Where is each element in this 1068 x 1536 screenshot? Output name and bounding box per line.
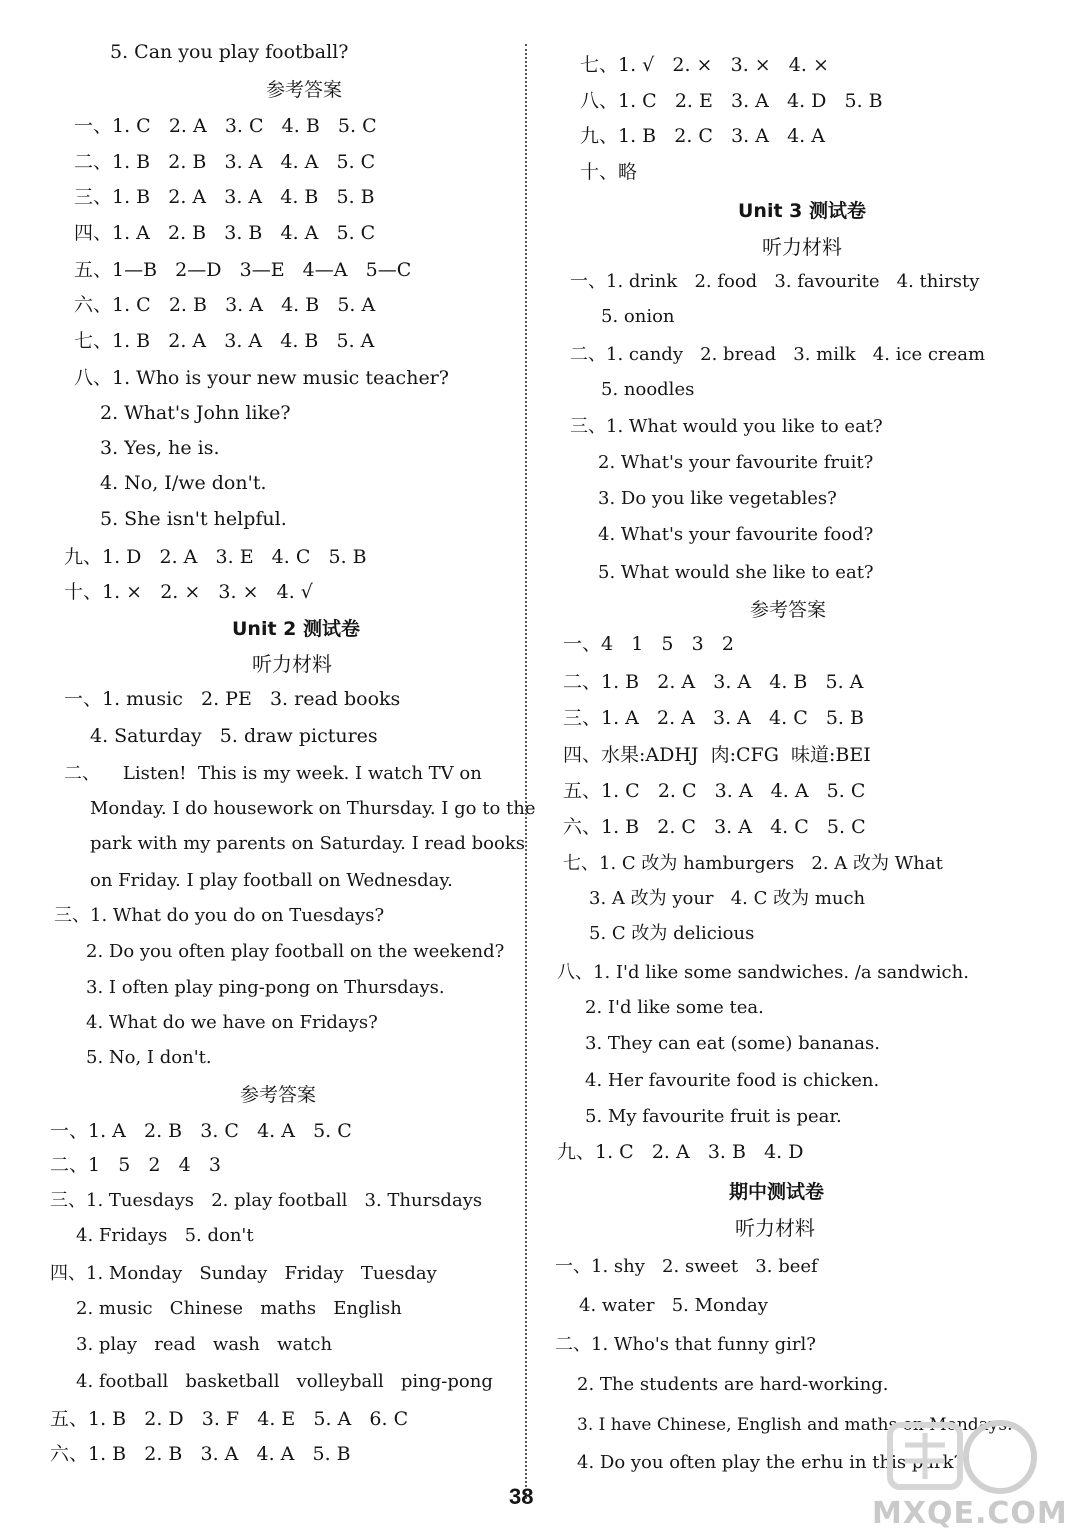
text-line: on Friday. I play football on Wednesday. [90,870,453,891]
text-line: 4. Do you often play the erhu in this park? [577,1452,964,1473]
text-line: 二、 Listen! This is my week. I watch TV on [64,763,482,784]
text-line: 一、4 1 5 3 2 [563,633,734,655]
text-line: 六、1. B 2. C 3. A 4. C 5. C [563,816,866,838]
text-line: 2. What's your favourite fruit? [598,452,874,473]
text-line: 4. Saturday 5. draw pictures [90,725,378,747]
text-line: 3. Do you like vegetables? [598,488,837,509]
text-line: 2. music Chinese maths English [76,1298,402,1319]
text-line: 三、1. What do you do on Tuesdays? [54,905,385,926]
text-line: 一、1. drink 2. food 3. favourite 4. thirsty [570,271,980,292]
text-line: 一、1. C 2. A 3. C 4. B 5. C [74,115,377,137]
text-line: 七、1. √ 2. × 3. × 4. × [580,54,829,76]
text-line: 3. I often play ping-pong on Thursdays. [86,977,445,998]
unit-heading: Unit 3 测试卷 [738,200,866,222]
text-line: 八、1. C 2. E 3. A 4. D 5. B [580,90,883,112]
text-line: 4. Fridays 5. don't [76,1225,254,1246]
text-line: 四、1. Monday Sunday Friday Tuesday [50,1263,437,1284]
text-line: 5. She isn't helpful. [100,508,287,530]
text-line: 二、1. B 2. B 3. A 4. A 5. C [74,151,376,173]
text-line: 八、1. I'd like some sandwiches. /a sandwich. [557,962,969,983]
text-line: 3. They can eat (some) bananas. [585,1033,880,1054]
text-line: 三、1. A 2. A 3. A 4. C 5. B [563,707,864,729]
text-line: 5. Can you play football? [110,41,349,63]
text-line: 五、1. B 2. D 3. F 4. E 5. A 6. C [50,1408,409,1430]
section-heading: 参考答案 [240,1084,317,1106]
text-line: 5. onion [601,306,675,327]
text-line: 二、1. Who's that funny girl? [555,1334,816,1355]
text-line: 七、1. B 2. A 3. A 4. B 5. A [74,330,375,352]
text-line: 一、1. shy 2. sweet 3. beef [555,1256,818,1277]
text-line: 4. What do we have on Fridays? [86,1012,378,1033]
text-line: 二、1. candy 2. bread 3. milk 4. ice cream [570,344,986,365]
text-line: 5. C 改为 delicious [589,923,755,944]
subheading: 听力材料 [762,235,842,259]
exam-heading: 期中测试卷 [729,1181,825,1203]
text-line: 5. What would she like to eat? [598,562,874,583]
text-line: 六、1. B 2. B 3. A 4. A 5. B [50,1443,351,1465]
subheading: 听力材料 [735,1216,815,1240]
text-line: 4. football basketball volleyball ping-pong [76,1371,493,1392]
text-line: 4. Her favourite food is chicken. [585,1070,880,1091]
page-number: 38 [509,1484,534,1509]
text-line: park with my parents on Saturday. I read books [90,833,525,854]
text-line: 三、1. What would you like to eat? [570,416,883,437]
text-line: 三、1. B 2. A 3. A 4. B 5. B [74,186,375,208]
text-line: 2. Do you often play football on the weekend? [86,941,505,962]
watermark-text: MXQE.COM [872,1496,1068,1531]
text-line: 七、1. C 改为 hamburgers 2. A 改为 What [563,853,943,874]
text-line: 四、水果:ADHJ 肉:CFG 味道:BEI [563,744,871,766]
text-line: 2. The students are hard-working. [577,1374,889,1395]
text-line: 2. I'd like some tea. [585,997,764,1018]
text-line: 十、1. × 2. × 3. × 4. √ [64,581,313,603]
text-line: 5. noodles [601,379,695,400]
text-line: 五、1—B 2—D 3—E 4—A 5—C [74,259,412,281]
text-line: 六、1. C 2. B 3. A 4. B 5. A [74,294,376,316]
text-line: 四、1. A 2. B 3. B 4. A 5. C [74,222,376,244]
text-line: 二、1 5 2 4 3 [50,1154,221,1176]
section-heading: 参考答案 [750,599,827,621]
text-line: 三、1. Tuesdays 2. play football 3. Thursdays [50,1190,483,1211]
text-line: 3. play read wash watch [76,1334,333,1355]
section-heading: 参考答案 [266,79,343,101]
text-line: 5. No, I don't. [86,1047,212,1068]
subheading: 听力材料 [252,652,332,676]
text-line: 五、1. C 2. C 3. A 4. A 5. C [563,780,866,802]
text-line: Monday. I do housework on Thursday. I go to the [90,798,536,819]
text-line: 3. A 改为 your 4. C 改为 much [589,888,866,909]
text-line: 2. What's John like? [100,402,291,424]
unit-heading: Unit 2 测试卷 [232,618,360,640]
right-column [535,0,1045,1536]
text-line: 二、1. B 2. A 3. A 4. B 5. A [563,671,864,693]
column-divider [525,44,527,1499]
text-line: 一、1. music 2. PE 3. read books [64,688,401,710]
text-line: 4. water 5. Monday [579,1295,768,1316]
text-line: 4. What's your favourite food? [598,524,874,545]
text-line: 5. My favourite fruit is pear. [585,1106,842,1127]
text-line: 九、1. D 2. A 3. E 4. C 5. B [64,546,367,568]
text-line: 十、略 [580,161,638,183]
text-line: 八、1. Who is your new music teacher? [74,367,449,389]
text-line: 4. No, I/we don't. [100,472,267,494]
text-line: 3. I have Chinese, English and maths on Mondays. [577,1415,1013,1435]
text-line: 九、1. B 2. C 3. A 4. A [580,125,825,147]
text-line: 九、1. C 2. A 3. B 4. D [557,1141,804,1163]
text-line: 3. Yes, he is. [100,437,220,459]
text-line: 一、1. A 2. B 3. C 4. A 5. C [50,1120,352,1142]
